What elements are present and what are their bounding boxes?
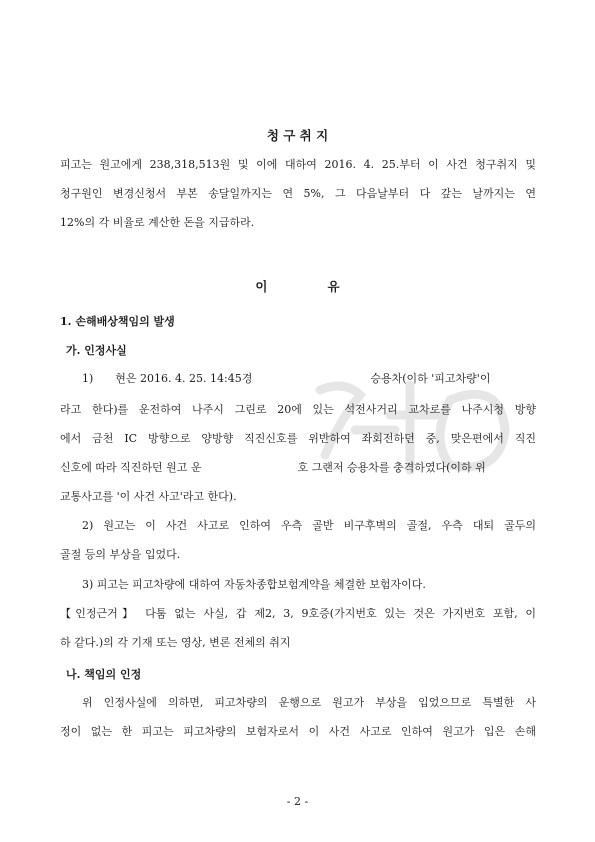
reason-title-left: 이 <box>255 279 268 294</box>
para1-line-1 <box>82 372 536 386</box>
para1-num: 1) <box>82 372 94 385</box>
reason-title <box>0 277 595 295</box>
para1-line-3: 에서 금천 IC 방향으로 양방향 직진신호를 위반하여 좌회전하던 중, 맞은편에서 직진 <box>60 432 536 445</box>
sub-b-title: 나. 책임의 인정 <box>66 668 142 681</box>
para1-line4-b: 호 그랜저 승용차를 충격하였다(이하 위 <box>297 461 486 474</box>
para1-line1-b: 승용차(이하 '피고차량'이 <box>370 372 491 385</box>
evidence-line-2: 하 같다.)의 각 기재 또는 영상, 변론 전체의 취지 <box>60 636 291 649</box>
claim-line-3: 12%의 각 비율로 계산한 돈을 지급하라. <box>60 216 255 229</box>
evidence-line-1: 【인정근거】 다툼 없는 사실, 갑 제2, 3, 9호증(가지번호 있는 것은 가지번호 포함, 이 <box>60 607 536 620</box>
para1-line-4 <box>60 461 536 475</box>
claim-line-2: 청구원인 변경신청서 부본 송달일까지는 연 5%, 그 다음날부터 다 갚는 날까지는 연 <box>60 187 536 200</box>
page-number: - 2 - <box>286 795 309 808</box>
para1-line-5: 교통사고를 '이 사건 사고'라고 한다). <box>60 490 237 503</box>
para1-line1-a: 현은 2016. 4. 25. 14:45경 <box>115 372 253 385</box>
para2-line-1: 2) 원고는 이 사건 사고로 인하여 우측 골반 비구후벽의 골절, 우측 대퇴 골두의 <box>82 519 536 532</box>
para1-line-2: 라고 한다)를 운전하여 나주시 그린로 20에 있는 석전사거리 교차로를 나주시청 방향 <box>60 403 536 416</box>
sub-a-title: 가. 인정사실 <box>66 344 127 357</box>
para1-line4-a: 신호에 따라 직진하던 원고 운 <box>60 461 202 474</box>
reason-title-right: 유 <box>327 279 340 294</box>
claim-line-1: 피고는 원고에게 238,318,513원 및 이에 대하여 2016. 4. 25.부터 이 사건 청구취지 및 <box>60 158 536 171</box>
liability-line-1: 위 인정사실에 의하면, 피고차량의 운행으로 원고가 부상을 입었으므로 특별한 사 <box>82 696 536 709</box>
para3-line-1: 3) 피고는 피고차량에 대하여 자동차종합보험계약을 체결한 보험자이다. <box>82 578 426 591</box>
para2-line-2: 골절 등의 부상을 입었다. <box>60 548 181 561</box>
section1-title: 1. 손해배상책임의 발생 <box>60 315 175 328</box>
liability-line-2: 정이 없는 한 피고는 피고차량의 보험자로서 이 사건 사고로 인하여 원고가 입은 손해 <box>60 725 536 738</box>
claim-title: 청 구 취 지 <box>266 128 329 143</box>
